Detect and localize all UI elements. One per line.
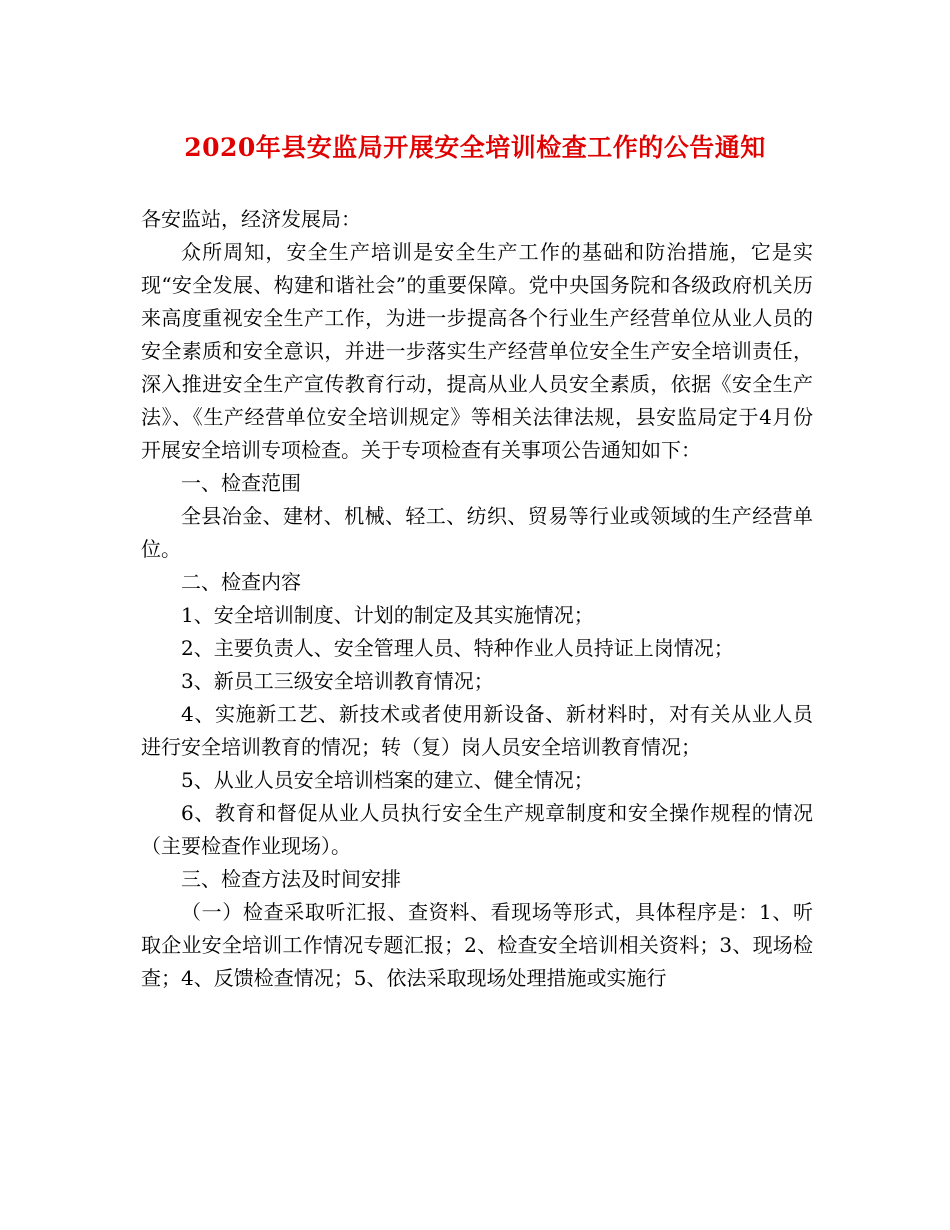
list-item-content-5: 5、从业人员安全培训档案的建立、健全情况； <box>181 768 594 792</box>
paragraph-scope: 全县冶金、建材、机械、轻工、纺织、贸易等行业或领域的生产经营单位。 <box>141 504 813 561</box>
list-item-content-4: 4、实施新工艺、新技术或者使用新设备、新材料时，对有关从业人员进行安全培训教育的情况；转（复）岗人员安全培训教育情况； <box>141 702 813 759</box>
list-item-content-2: 2、主要负责人、安全管理人员、特种作业人员持证上岗情况； <box>181 636 734 660</box>
salutation: 各安监站，经济发展局： <box>141 207 361 231</box>
section-heading-content: 二、检查内容 <box>181 570 301 594</box>
paragraph-intro: 众所周知，安全生产培训是安全生产工作的基础和防治措施，它是实现“安全发展、构建和谐社会”的重要保障。党中央国务院和各级政府机关历来高度重视安全生产工作，为进一步提高各个行业生产经营单位从业人员的安全素质和安全意识，并进一步落实生产经营单位安全生产安全培训责任，深入推进安全生产宣传教育行动，提高从业人员安全素质，依据《安全生产法》、《生产经营单位安全培训规定》等相关法律法规，县安监局定于4月份开展安全培训专项检查。关于专项检查有关事项公告通知如下： <box>141 240 813 462</box>
section-heading-scope: 一、检查范围 <box>181 471 301 495</box>
paragraph-method: （一）检查采取听汇报、查资料、看现场等形式，具体程序是：1、听取企业安全培训工作情况专题汇报；2、检查安全培训相关资料；3、现场检查；4、反馈检查情况；5、依法采取现场处理措施或实施行 <box>141 900 813 990</box>
section-heading-method: 三、检查方法及时间安排 <box>181 867 401 891</box>
list-item-content-3: 3、新员工三级安全培训教育情况； <box>181 669 494 693</box>
list-item-content-1: 1、安全培训制度、计划的制定及其实施情况； <box>181 603 594 627</box>
document-body <box>141 203 813 995</box>
document-title: 2020年县安监局开展安全培训检查工作的公告通知 <box>184 133 766 162</box>
list-item-content-6: 6、教育和督促从业人员执行安全生产规章制度和安全操作规程的情况（主要检查作业现场）。 <box>141 801 813 858</box>
